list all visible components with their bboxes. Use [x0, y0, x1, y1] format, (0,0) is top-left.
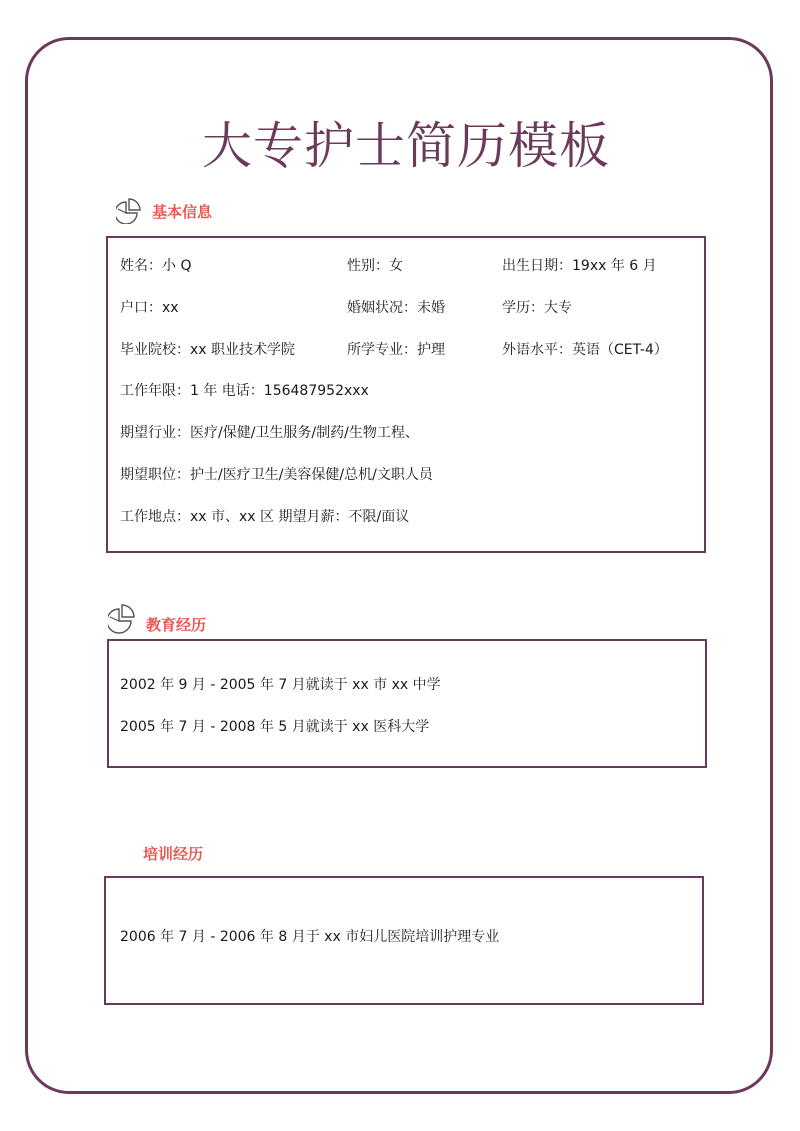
field-name: 姓名：小 Q: [120, 258, 192, 274]
field-marital: 婚姻状况：未婚: [347, 300, 445, 316]
field-industry: 期望行业：医疗/保健/卫生服务/制药/生物工程、: [120, 425, 419, 441]
education-box: [107, 639, 707, 768]
pie-chart-icon: [108, 604, 142, 634]
field-language: 外语水平：英语（CET-4）: [502, 342, 668, 358]
section-label-training: 培训经历: [143, 845, 204, 863]
field-birth: 出生日期：19xx 年 6 月: [502, 258, 657, 274]
field-gender: 性别：女: [347, 258, 403, 274]
pie-chart-icon: [116, 198, 148, 224]
section-label-education: 教育经历: [146, 616, 207, 634]
section-header-education: [108, 602, 206, 635]
page-title: 大专护士简历模板: [202, 117, 610, 175]
section-label-basic: 基本信息: [152, 202, 213, 221]
field-position: 期望职位：护士/医疗卫生/美容保健/总机/文职人员: [120, 467, 433, 483]
field-major: 所学专业：护理: [347, 342, 445, 358]
field-years-phone: 工作年限：1 年 电话：156487952xxx: [120, 383, 369, 399]
education-item: 2005 年 7 月 - 2008 年 5 月就读于 xx 医科大学: [120, 719, 430, 735]
field-hukou: 户口：xx: [120, 300, 179, 316]
field-school: 毕业院校：xx 职业技术学院: [120, 342, 296, 358]
education-item: 2002 年 9 月 - 2005 年 7 月就读于 xx 市 xx 中学: [120, 677, 441, 693]
field-location-salary: 工作地点：xx 市、xx 区 期望月薪：不限/面议: [120, 509, 410, 525]
training-item: 2006 年 7 月 - 2006 年 8 月于 xx 市妇儿医院培训护理专业: [120, 929, 500, 945]
field-degree: 学历：大专: [502, 300, 572, 316]
section-header-basic: [116, 198, 212, 224]
section-header-training: [139, 843, 203, 864]
